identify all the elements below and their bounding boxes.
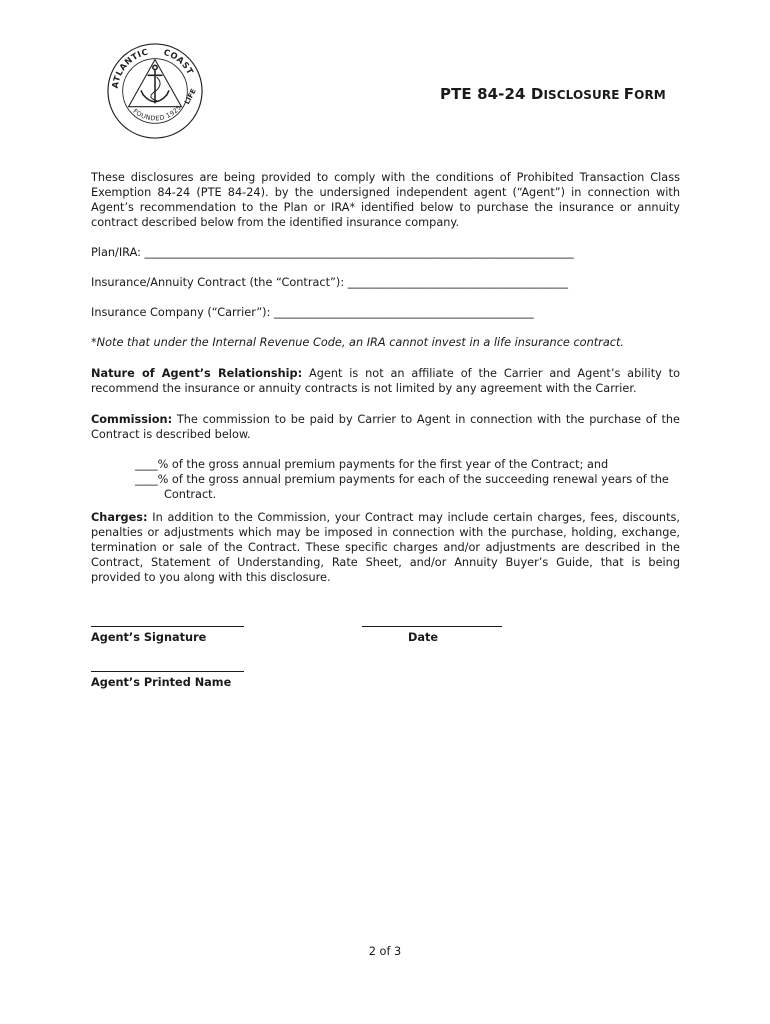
agent-printed-name-line[interactable] <box>91 671 244 672</box>
commission-paragraph <box>91 412 680 442</box>
svg-text:FOUNDED 1925: FOUNDED 1925 <box>131 103 184 123</box>
charges-paragraph <box>91 510 680 585</box>
commission-first-year-item[interactable]: ____% of the gross annual premium payments for the first year of the Contract; and <box>135 458 609 471</box>
relationship-text: Agent is not an affiliate of the Carrier and Agent’s ability to recommend the insurance or annuity contracts is not limited by any agreement with the Carrier. <box>91 367 680 395</box>
page-number: 2 of 3 <box>368 945 402 958</box>
charges-label: Charges: <box>91 511 148 524</box>
relationship-paragraph <box>91 366 680 396</box>
commission-label: Commission: <box>91 413 173 426</box>
agent-signature-label: Agent’s Signature <box>91 631 207 644</box>
svg-text:ATLANTIC: ATLANTIC <box>109 46 150 89</box>
commission-renewal-item-cont: Contract. <box>164 488 217 501</box>
commission-text: The commission to be paid by Carrier to Agent in connection with the purchase of the Contract is described below. <box>91 413 680 441</box>
svg-text:LIFE: LIFE <box>183 87 198 106</box>
commission-renewal-item[interactable]: ____% of the gross annual premium payments for each of the succeeding renewal years of the <box>135 473 669 486</box>
agent-signature-line[interactable] <box>91 626 244 627</box>
plan-ira-field[interactable]: Plan/IRA: ____________________________________________________________________________ <box>91 246 574 259</box>
intro-paragraph: These disclosures are being provided to comply with the conditions of Prohibited Transaction Class Exemption 84-24 (PTE 84-24). by the undersigned independent agent (“Agent”) in connection with Agent’s recommendation to the Plan or IRA* identified below to purchase the insurance or annuity contract described below from the identified insurance company. <box>91 171 680 229</box>
carrier-field[interactable]: Insurance Company (“Carrier”): ______________________________________________ <box>91 306 534 319</box>
relationship-label: Nature of Agent’s Relationship: <box>91 367 303 380</box>
date-line[interactable] <box>362 626 502 627</box>
agent-printed-name-label: Agent’s Printed Name <box>91 676 232 689</box>
charges-text: In addition to the Commission, your Contract may include certain charges, fees, discounts, penalties or adjustments which may be imposed in connection with the purchase, holding, exchange, termination or sale of the Contract. These specific charges and/or adjustments are described in the Contract, Statement of Understanding, Rate Sheet, and/or Annuity Buyer’s Guide, that is being provided to you along with this disclosure. <box>91 511 680 584</box>
contract-field[interactable]: Insurance/Annuity Contract (the “Contract”): _______________________________________ <box>91 276 569 289</box>
date-label: Date <box>408 631 439 644</box>
svg-text:COAST: COAST <box>162 46 196 77</box>
ira-note: *Note that under the Internal Revenue Code, an IRA cannot invest in a life insurance contract. <box>91 336 624 349</box>
company-seal-logo <box>106 42 204 140</box>
form-title: PTE 84-24 DISCLOSURE FORM <box>440 85 666 103</box>
